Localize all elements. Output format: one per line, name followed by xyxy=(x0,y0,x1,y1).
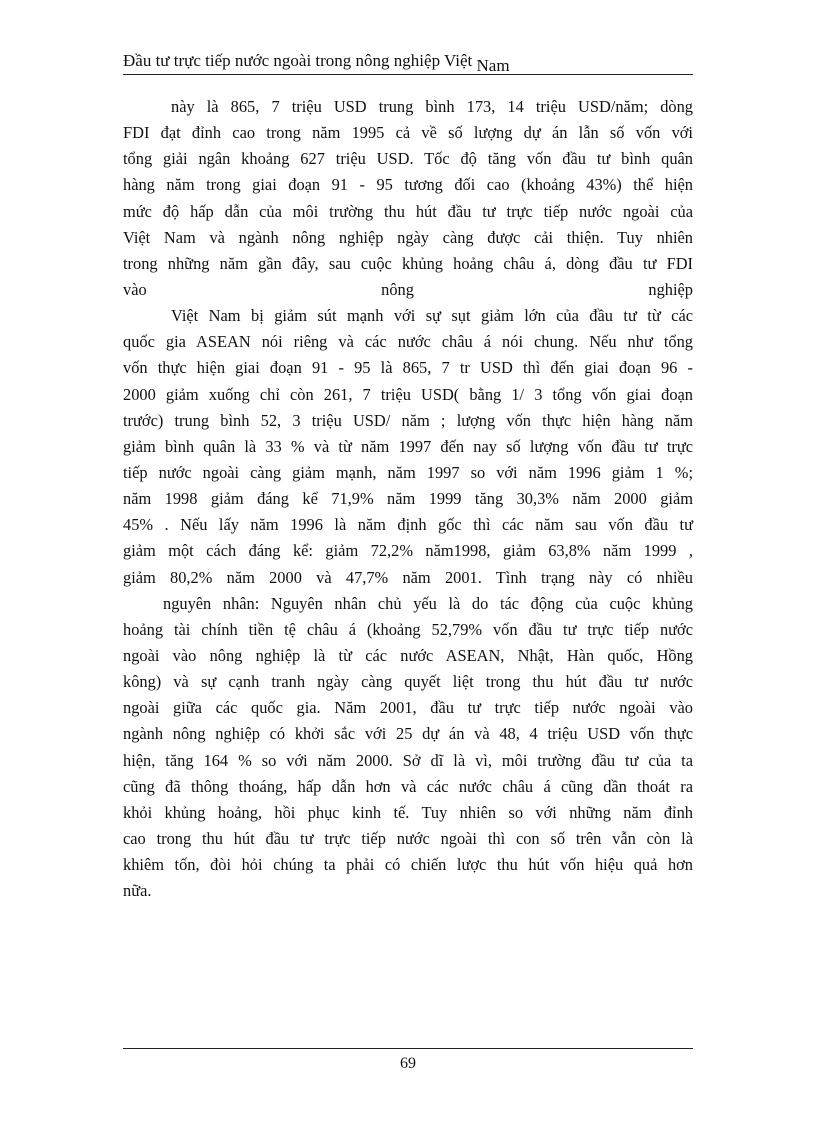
text-line: vào nông nghiệp xyxy=(123,279,693,299)
text-line: vốn thực hiện giai đoạn 91 - 95 là 865, 7 tr USD thì đến giai đoạn 96 - xyxy=(123,358,693,378)
running-header xyxy=(123,48,693,75)
text-line: khiêm tốn, đòi hỏi chúng ta phải có chiến lược thu hút vốn hiệu quả hơn xyxy=(123,855,693,875)
text-line: cao trong thu hút đầu tư trực tiếp nước ngoài thì con số trên vẫn còn là xyxy=(123,828,693,848)
text-line: ngành nông nghiệp có khởi sắc với 25 dự án và 48, 4 triệu USD vốn thực xyxy=(123,724,693,744)
text-line: hoảng tài chính tiền tệ châu á (khoảng 52,79% vốn đầu tư trực tiếp nước xyxy=(123,619,693,639)
text-line: kông) và sự cạnh tranh ngày càng quyết liệt trong thu hút đầu tư nước xyxy=(123,672,693,692)
text-line: cũng đã thông thoáng, hấp dẫn hơn và các nước châu á cũng dần thoát ra xyxy=(123,776,693,796)
text-line: tổng giải ngân khoảng 627 triệu USD. Tốc độ tăng vốn đầu tư bình quân xyxy=(123,149,693,169)
page-number: 69 xyxy=(400,1055,416,1072)
text-line: giảm 80,2% năm 2000 và 47,7% năm 2001. Tình trạng này có nhiều xyxy=(123,567,693,587)
text-line: hàng năm trong giai đoạn 91 - 95 tương đối cao (khoảng 43%) thể hiện xyxy=(123,175,693,195)
text-line: Việt Nam bị giảm sút mạnh với sự sụt giảm lớn của đầu tư từ các xyxy=(171,306,693,326)
text-line: Việt Nam và ngành nông nghiệp ngày càng được cải thiện. Tuy nhiên xyxy=(123,227,693,247)
header-title: Đầu tư trực tiếp nước ngoài trong nông nghiệp Việt xyxy=(123,51,473,70)
text-line: 2000 giảm xuống chỉ còn 261, 7 triệu USD( bằng 1/ 3 tổng vốn giai đoạn xyxy=(123,384,693,404)
text-line: 45% . Nếu lấy năm 1996 là năm định gốc thì các năm sau vốn đầu tư xyxy=(123,515,693,535)
text-line: khỏi khủng hoảng, hồi phục kinh tế. Tuy nhiên so với những năm đỉnh xyxy=(123,802,693,822)
text-line: hiện, tăng 164 % so với năm 2000. Sở dĩ là vì, môi trường đầu tư của ta xyxy=(123,750,693,770)
text-line: ngoài giữa các quốc gia. Năm 2001, đầu tư trực tiếp nước ngoài vào xyxy=(123,698,693,718)
text-line: ngoài vào nông nghiệp là từ các nước ASEAN, Nhật, Hàn quốc, Hồng xyxy=(123,645,693,665)
text-line: này là 865, 7 triệu USD trung bình 173, 14 triệu USD/năm; dòng xyxy=(171,97,693,116)
text-line: tiếp nước ngoài càng giảm mạnh, năm 1997 so với năm 1996 giảm 1 %; xyxy=(123,462,693,482)
body-text xyxy=(123,94,693,904)
text-line: giảm bình quân là 33 % và từ năm 1997 đến nay số lượng vốn đầu tư trực xyxy=(123,436,693,456)
text-line: giảm một cách đáng kể: giảm 72,2% năm1998, giảm 63,8% năm 1999 , xyxy=(123,541,693,561)
text-line: nữa. xyxy=(123,881,152,901)
header-title-tail: Nam xyxy=(476,56,510,75)
text-line: trước) trung bình 52, 3 triệu USD/ năm ; lượng vốn thực hiện hàng năm xyxy=(123,410,693,430)
text-line: mức độ hấp dẫn của môi trường thu hút đầu tư trực tiếp nước ngoài của xyxy=(123,201,693,221)
text-line: FDI đạt đỉnh cao trong năm 1995 cả về số lượng dự án lẫn số vốn với xyxy=(123,123,693,143)
footer-rule xyxy=(123,1048,693,1049)
text-line: năm 1998 giảm đáng kể 71,9% năm 1999 tăng 30,3% năm 2000 giảm xyxy=(123,489,693,509)
text-line: trong những năm gần đây, sau cuộc khủng hoảng châu á, dòng đầu tư FDI xyxy=(123,253,693,273)
text-line: quốc gia ASEAN nói riêng và các nước châu á nói chung. Nếu như tổng xyxy=(123,332,693,352)
text-line: nguyên nhân: Nguyên nhân chủ yếu là do tác động của cuộc khủng xyxy=(163,593,693,613)
